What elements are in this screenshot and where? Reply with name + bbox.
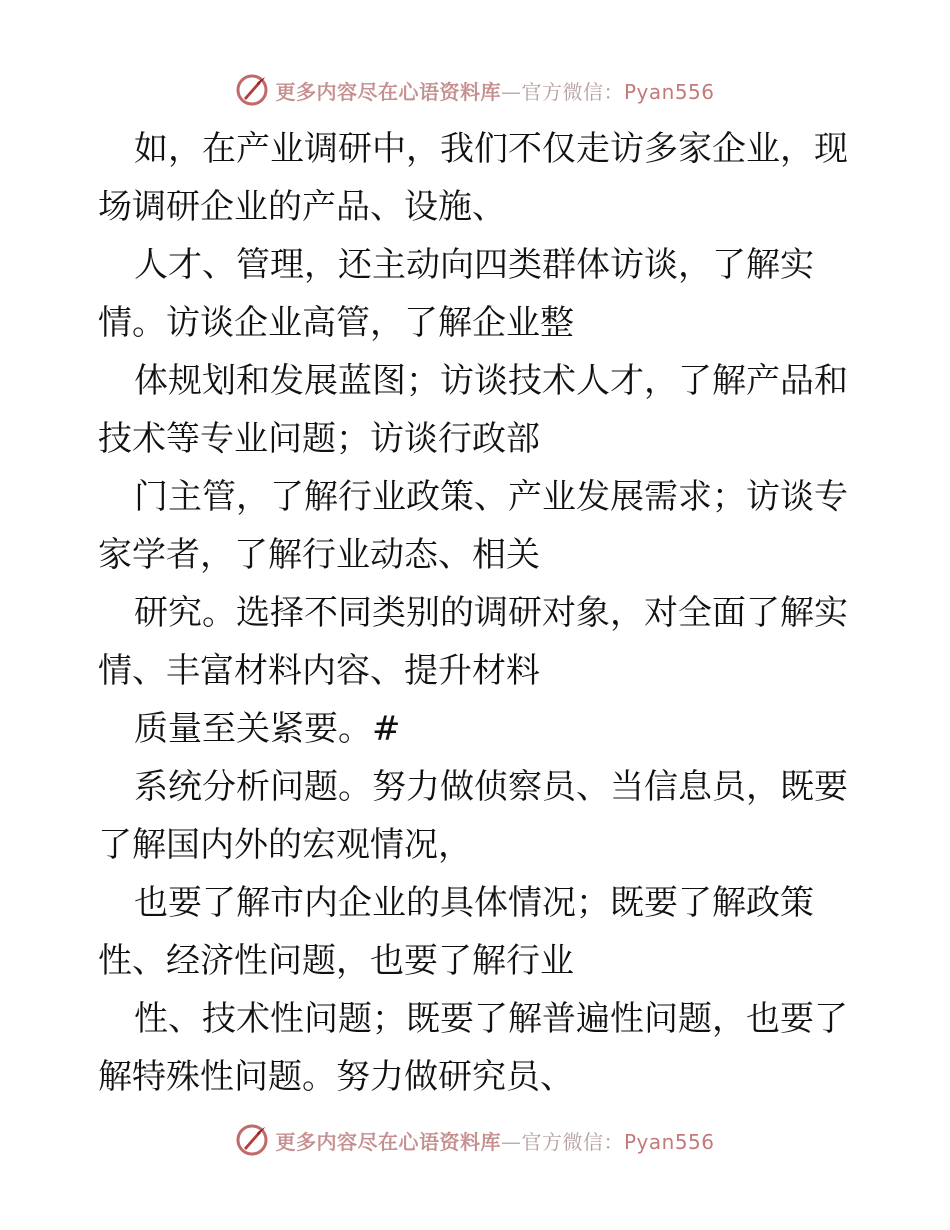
body-line: 人才、管理，还主动向四类群体访谈，了解实 — [134, 245, 814, 285]
body-line: 体规划和发展蓝图；访谈技术人才，了解产品和 — [134, 361, 848, 401]
watermark-wechat-label: 官方微信： — [521, 79, 624, 104]
body-paragraph — [98, 120, 858, 1106]
body-line: 场调研企业的产品、设施、 — [98, 187, 506, 227]
body-line: 门主管，了解行业政策、产业发展需求；访谈专 — [134, 477, 848, 517]
body-line: 技术等专业问题；访谈行政部 — [98, 419, 540, 459]
footer-watermark — [0, 1120, 950, 1160]
body-line: 也要了解市内企业的具体情况；既要了解政策 — [134, 883, 814, 923]
body-line: 情、丰富材料内容、提升材料 — [98, 651, 540, 691]
watermark-wechat-label: 官方微信： — [521, 1129, 624, 1154]
body-line: 研究。选择不同类别的调研对象，对全面了解实 — [134, 593, 848, 633]
body-line: 系统分析问题。努力做侦察员、当信息员，既要 — [134, 767, 848, 807]
body-line: 如，在产业调研中，我们不仅走访多家企业，现 — [134, 129, 848, 169]
body-line: 性、技术性问题；既要了解普遍性问题，也要了 — [134, 999, 848, 1039]
quill-logo-icon — [235, 1123, 269, 1157]
watermark-separator: — — [500, 1129, 522, 1154]
watermark-separator: — — [500, 79, 522, 104]
body-line: 了解国内外的宏观情况， — [98, 825, 472, 865]
body-line: 质量至关紧要。# — [134, 709, 401, 749]
body-line: 性、经济性问题，也要了解行业 — [98, 941, 574, 981]
quill-logo-icon — [235, 73, 269, 107]
watermark-main-text: 更多内容尽在心语资料库 — [275, 79, 501, 104]
watermark-wechat-id: Pyan556 — [623, 1129, 715, 1154]
document-body — [98, 120, 858, 1106]
header-watermark — [0, 70, 950, 110]
body-line: 家学者，了解行业动态、相关 — [98, 535, 540, 575]
watermark-wechat-id: Pyan556 — [623, 79, 715, 104]
watermark-text — [275, 76, 714, 105]
body-line: 情。访谈企业高管，了解企业整 — [98, 303, 574, 343]
body-line: 解特殊性问题。努力做研究员、 — [98, 1057, 574, 1097]
watermark-text — [275, 1126, 714, 1155]
watermark-main-text: 更多内容尽在心语资料库 — [275, 1129, 501, 1154]
